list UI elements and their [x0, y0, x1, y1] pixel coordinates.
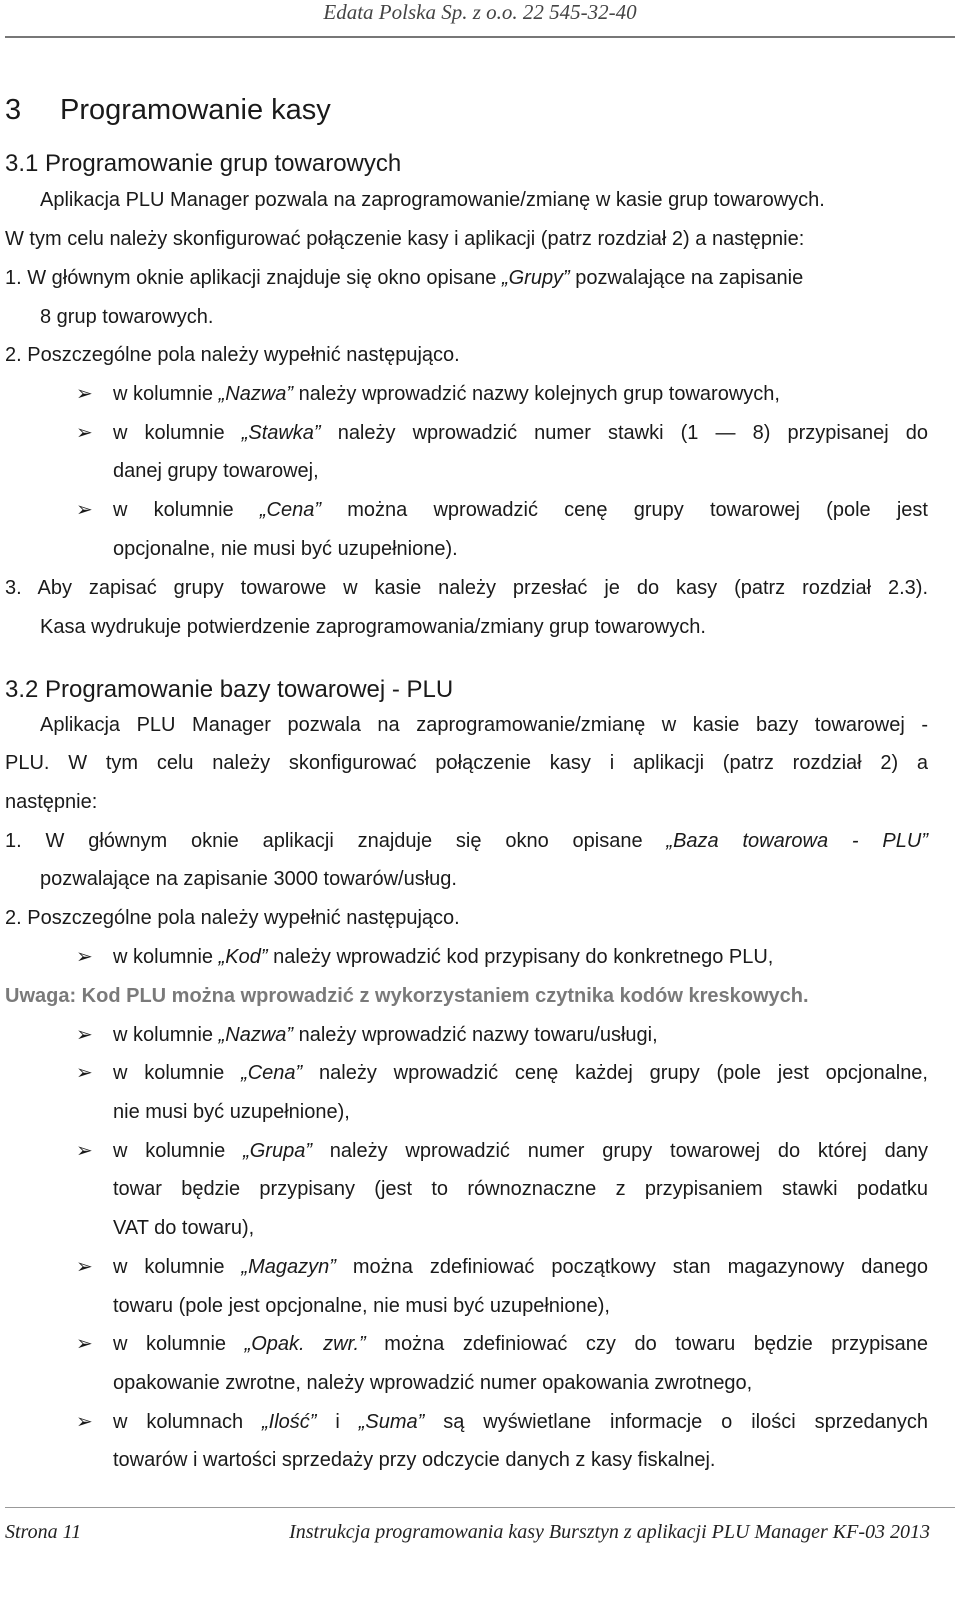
text: w kolumnie	[113, 1256, 242, 1278]
bullet-item-cont: VAT do towaru),	[113, 1217, 255, 1239]
header-rule	[5, 36, 955, 38]
bullet-item	[113, 1330, 928, 1358]
bullet-item-cont: nie musi być uzupełnione),	[113, 1101, 350, 1123]
text: są wyświetlane informacje o ilości sprzedanych	[424, 1411, 928, 1433]
text: należy wprowadzić kod przypisany do konkretnego PLU,	[267, 946, 774, 968]
bullet-item-cont: opakowanie zwrotne, należy wprowadzić numer opakowania zwrotnego,	[113, 1372, 753, 1394]
emphasis: „Nazwa”	[218, 1024, 294, 1046]
list-item-2: 2. Poszczególne pola należy wypełnić następująco.	[5, 907, 460, 929]
emphasis: „Grupy”	[501, 267, 570, 289]
bullet-item-cont: towarów i wartości sprzedaży przy odczycie danych z kasy fiskalnej.	[113, 1449, 716, 1471]
bullet-arrow-icon: ➢	[76, 1024, 93, 1046]
emphasis: „Suma”	[358, 1411, 425, 1433]
bullet-arrow-icon: ➢	[76, 422, 93, 444]
bullet-arrow-icon: ➢	[76, 1140, 93, 1162]
text: 1. W głównym oknie aplikacji znajduje się okno opisane	[5, 267, 502, 289]
bullet-item	[113, 1408, 928, 1436]
text: i	[316, 1411, 359, 1433]
subsection-number: 3.1	[5, 150, 39, 177]
text: w kolumnie	[113, 422, 242, 444]
paragraph: W tym celu należy skonfigurować połączenie kasy i aplikacji (patrz rozdział 2) a następnie:	[5, 228, 805, 250]
bullet-item	[113, 943, 773, 971]
text: należy wprowadzić cenę każdej grupy (pole jest opcjonalne,	[302, 1062, 928, 1084]
emphasis: „Ilość”	[262, 1411, 317, 1433]
paragraph: Aplikacja PLU Manager pozwala na zaprogramowanie/zmianę w kasie grup towarowych.	[40, 189, 825, 211]
bullet-item-cont: danej grupy towarowej,	[113, 460, 319, 482]
subsection-3-1-title	[5, 150, 401, 178]
bullet-item	[113, 496, 928, 524]
bullet-item-cont: opcjonalne, nie musi być uzupełnione).	[113, 538, 458, 560]
emphasis: „Kod”	[218, 946, 268, 968]
emphasis: „Cena”	[259, 499, 322, 521]
emphasis: „Magazyn”	[241, 1256, 336, 1278]
bullet-item	[113, 1253, 928, 1281]
footer-rule	[5, 1507, 955, 1508]
text: w kolumnie	[113, 1140, 244, 1162]
subsection-number: 3.2	[5, 676, 39, 703]
emphasis: „Stawka”	[241, 422, 321, 444]
footer-page-number: Strona 11	[5, 1521, 82, 1543]
list-item-3: 3. Aby zapisać grupy towarowe w kasie należy przesłać je do kasy (patrz rozdział 2.3).	[5, 577, 928, 599]
bullet-item	[113, 1137, 928, 1165]
paragraph: PLU. W tym celu należy skonfigurować połączenie kasy i aplikacji (patrz rozdział 2) a	[5, 752, 928, 774]
bullet-item	[113, 1021, 658, 1049]
page-header: Edata Polska Sp. z o.o. 22 545-32-40	[323, 0, 637, 24]
emphasis: „Nazwa”	[218, 383, 294, 405]
bullet-item	[113, 1059, 928, 1087]
bullet-arrow-icon: ➢	[76, 1062, 93, 1084]
warning-note: Uwaga: Kod PLU można wprowadzić z wykorzystaniem czytnika kodów kreskowych.	[5, 985, 809, 1007]
bullet-arrow-icon: ➢	[76, 1411, 93, 1433]
text: należy wprowadzić numer grupy towarowej do której dany	[312, 1140, 928, 1162]
text: pozwalające na zapisanie	[569, 267, 804, 289]
subsection-3-2-title	[5, 676, 453, 704]
bullet-arrow-icon: ➢	[76, 946, 93, 968]
text: w kolumnie	[113, 1333, 245, 1355]
text: 1. W głównym oknie aplikacji znajduje się okno opisane	[5, 830, 667, 852]
text: można zdefiniować czy do towaru będzie przypisane	[365, 1333, 929, 1355]
footer-title: Instrukcja programowania kasy Bursztyn z aplikacji PLU Manager KF-03 2013	[289, 1521, 930, 1543]
paragraph: następnie:	[5, 791, 98, 813]
text: w kolumnie	[113, 946, 219, 968]
text: w kolumnie	[113, 1024, 219, 1046]
section-number: 3	[5, 94, 22, 126]
bullet-arrow-icon: ➢	[76, 383, 93, 405]
bullet-item-cont: towaru (pole jest opcjonalne, nie musi być uzupełnione),	[113, 1295, 610, 1317]
section-title: Programowanie kasy	[60, 94, 331, 126]
subsection-title: Programowanie grup towarowych	[45, 150, 402, 177]
text: w kolumnie	[113, 1062, 242, 1084]
bullet-arrow-icon: ➢	[76, 1256, 93, 1278]
bullet-item-cont: towar będzie przypisany (jest to równoznaczne z przypisaniem stawki podatku	[113, 1178, 928, 1200]
subsection-title: Programowanie bazy towarowej - PLU	[45, 676, 454, 703]
list-item-1	[5, 827, 928, 855]
emphasis: „Opak. zwr.”	[244, 1333, 366, 1355]
text: w kolumnach	[113, 1411, 262, 1433]
bullet-item	[113, 419, 928, 447]
bullet-arrow-icon: ➢	[76, 499, 93, 521]
text: można wprowadzić cenę grupy towarowej (pole jest	[321, 499, 928, 521]
text: w kolumnie	[113, 383, 219, 405]
list-item-1-cont: 8 grup towarowych.	[40, 306, 214, 328]
text: należy wprowadzić nazwy towaru/usługi,	[293, 1024, 658, 1046]
emphasis: „Baza towarowa - PLU”	[666, 830, 928, 852]
list-item-2: 2. Poszczególne pola należy wypełnić następująco.	[5, 344, 460, 366]
list-item-1	[5, 264, 803, 292]
text: należy wprowadzić numer stawki (1 — 8) przypisanej do	[320, 422, 928, 444]
list-item-3-cont: Kasa wydrukuje potwierdzenie zaprogramowania/zmiany grup towarowych.	[40, 616, 706, 638]
bullet-item	[113, 380, 780, 408]
list-item-1-cont: pozwalające na zapisanie 3000 towarów/usług.	[40, 868, 457, 890]
emphasis: „Grupa”	[243, 1140, 312, 1162]
text: należy wprowadzić nazwy kolejnych grup towarowych,	[293, 383, 780, 405]
text: w kolumnie	[113, 499, 260, 521]
bullet-arrow-icon: ➢	[76, 1333, 93, 1355]
paragraph: Aplikacja PLU Manager pozwala na zaprogramowanie/zmianę w kasie bazy towarowej -	[40, 714, 928, 736]
text: można zdefiniować początkowy stan magazynowy danego	[335, 1256, 928, 1278]
emphasis: „Cena”	[241, 1062, 303, 1084]
